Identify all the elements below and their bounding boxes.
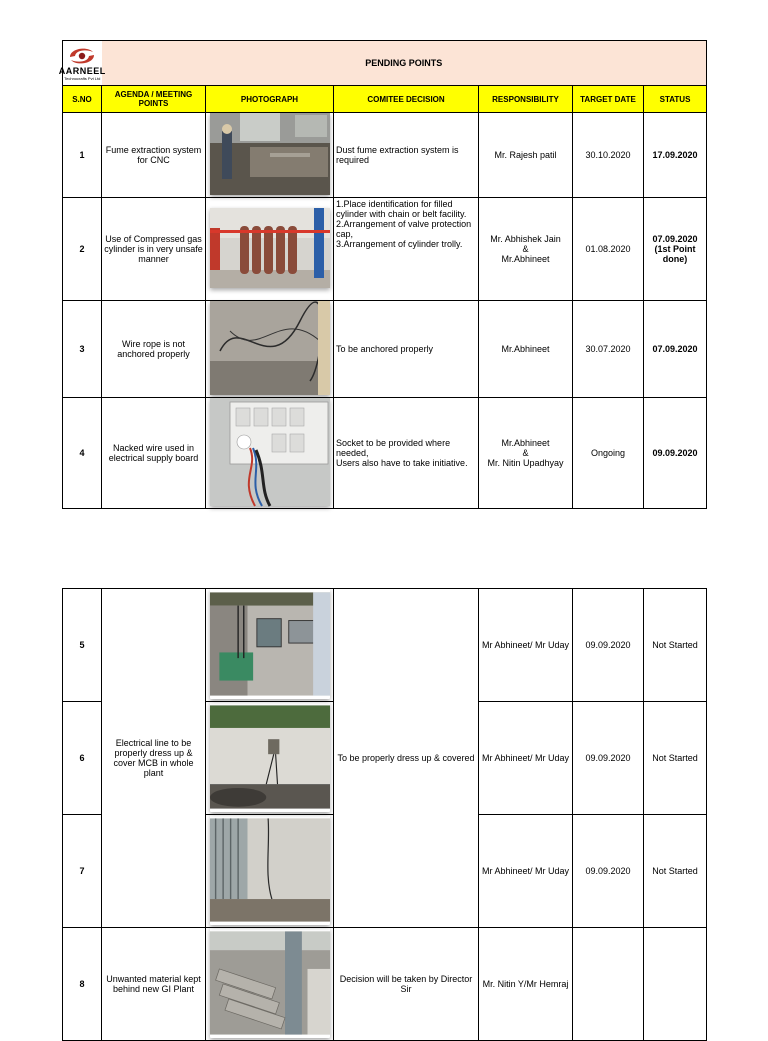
row-sno: 8 — [63, 928, 102, 1041]
row-photo — [206, 398, 334, 509]
header-agenda: AGENDA / MEETING POINTS — [102, 86, 206, 113]
row-agenda: Fume extraction system for CNC — [102, 113, 206, 198]
header-row — [63, 86, 707, 113]
row-sno: 2 — [63, 198, 102, 301]
row-responsibility: Mr. Rajesh patil — [479, 113, 573, 198]
photo-gate-wall-wire — [210, 815, 330, 925]
row-responsibility: Mr. Abhishek Jain & Mr.Abhineet — [479, 198, 573, 301]
photo-outdoor-wall-wires — [210, 702, 330, 812]
row-target-date: 30.10.2020 — [573, 113, 644, 198]
row-target-date — [573, 928, 644, 1041]
row-sno: 3 — [63, 301, 102, 398]
logo-cell — [58, 41, 106, 86]
row-sno: 4 — [63, 398, 102, 509]
logo-tagline: Technocrafts Pvt Ltd — [64, 76, 101, 81]
photo-electrical-line-wall — [210, 589, 330, 699]
row-status: Not Started — [644, 589, 707, 702]
table-row — [63, 301, 707, 398]
table-row — [63, 198, 707, 301]
header-target-date: TARGET DATE — [573, 86, 644, 113]
row-responsibility: Mr Abhineet/ Mr Uday — [479, 815, 573, 928]
photo-gas-cylinders — [210, 208, 330, 288]
row-photo — [206, 113, 334, 198]
header-sno: S.NO — [63, 86, 102, 113]
row-agenda: Unwanted material kept behind new GI Plant — [102, 928, 206, 1041]
photo-unwanted-material — [210, 928, 330, 1038]
header-decision: COMITEE DECISION — [334, 86, 479, 113]
header-responsibility: RESPONSIBILITY — [479, 86, 573, 113]
row-photo — [206, 198, 334, 301]
row-sno: 1 — [63, 113, 102, 198]
row-agenda: Wire rope is not anchored properly — [102, 301, 206, 398]
header-status: STATUS — [644, 86, 707, 113]
company-logo — [58, 43, 106, 83]
row-photo — [206, 301, 334, 398]
row-decision: 1.Place identification for filled cylinder with chain or belt facility. 2.Arrangement of valve protection cap, 3.Arrangement of cylinder trolly. — [334, 198, 479, 301]
row-agenda: Nacked wire used in electrical supply board — [102, 398, 206, 509]
row-agenda: Use of Compressed gas cylinder is in very unsafe manner — [102, 198, 206, 301]
logo-name: AARNEEL — [58, 66, 106, 76]
row-target-date: 09.09.2020 — [573, 702, 644, 815]
row-status: Not Started — [644, 702, 707, 815]
title-row — [63, 41, 707, 86]
row-status: 07.09.2020 — [644, 301, 707, 398]
row-photo — [206, 702, 334, 815]
row-sno: 7 — [63, 815, 102, 928]
row-status: 09.09.2020 — [644, 398, 707, 509]
row-status: 17.09.2020 — [644, 113, 707, 198]
row-decision: To be anchored properly — [334, 301, 479, 398]
row-photo — [206, 928, 334, 1041]
page-title: PENDING POINTS — [102, 41, 707, 86]
table-row — [63, 113, 707, 198]
row-decision: Decision will be taken by Director Sir — [334, 928, 479, 1041]
row-decision: Socket to be provided where needed, Users also have to take initiative. — [334, 398, 479, 509]
aarneel-swirl-icon — [64, 45, 100, 67]
row-responsibility: Mr.Abhineet — [479, 301, 573, 398]
table-row — [63, 928, 707, 1041]
row-sno: 5 — [63, 589, 102, 702]
row-sno: 6 — [63, 702, 102, 815]
row-target-date: Ongoing — [573, 398, 644, 509]
row-target-date: 30.07.2020 — [573, 301, 644, 398]
row-status: Not Started — [644, 815, 707, 928]
row-target-date: 09.09.2020 — [573, 589, 644, 702]
row-status — [644, 928, 707, 1041]
group-decision: To be properly dress up & covered — [334, 589, 479, 928]
row-target-date: 09.09.2020 — [573, 815, 644, 928]
table-row — [63, 398, 707, 509]
row-responsibility: Mr.Abhineet & Mr. Nitin Upadhyay — [479, 398, 573, 509]
photo-switch-board — [210, 398, 330, 506]
row-decision: Dust fume extraction system is required — [334, 113, 479, 198]
row-status: 07.09.2020 (1st Point done) — [644, 198, 707, 301]
row-photo — [206, 589, 334, 702]
pending-points-table — [58, 40, 707, 509]
row-photo — [206, 815, 334, 928]
group-agenda: Electrical line to be properly dress up & cover MCB in whole plant — [102, 589, 206, 928]
pending-points-table-continued — [62, 588, 707, 1041]
photo-wire-rope — [210, 301, 330, 395]
row-responsibility: Mr. Nitin Y/Mr Hemraj — [479, 928, 573, 1041]
row-responsibility: Mr Abhineet/ Mr Uday — [479, 589, 573, 702]
photo-cnc-machine — [210, 113, 330, 195]
table-row — [63, 589, 707, 702]
row-target-date: 01.08.2020 — [573, 198, 644, 301]
header-photo: PHOTOGRAPH — [206, 86, 334, 113]
row-responsibility: Mr Abhineet/ Mr Uday — [479, 702, 573, 815]
